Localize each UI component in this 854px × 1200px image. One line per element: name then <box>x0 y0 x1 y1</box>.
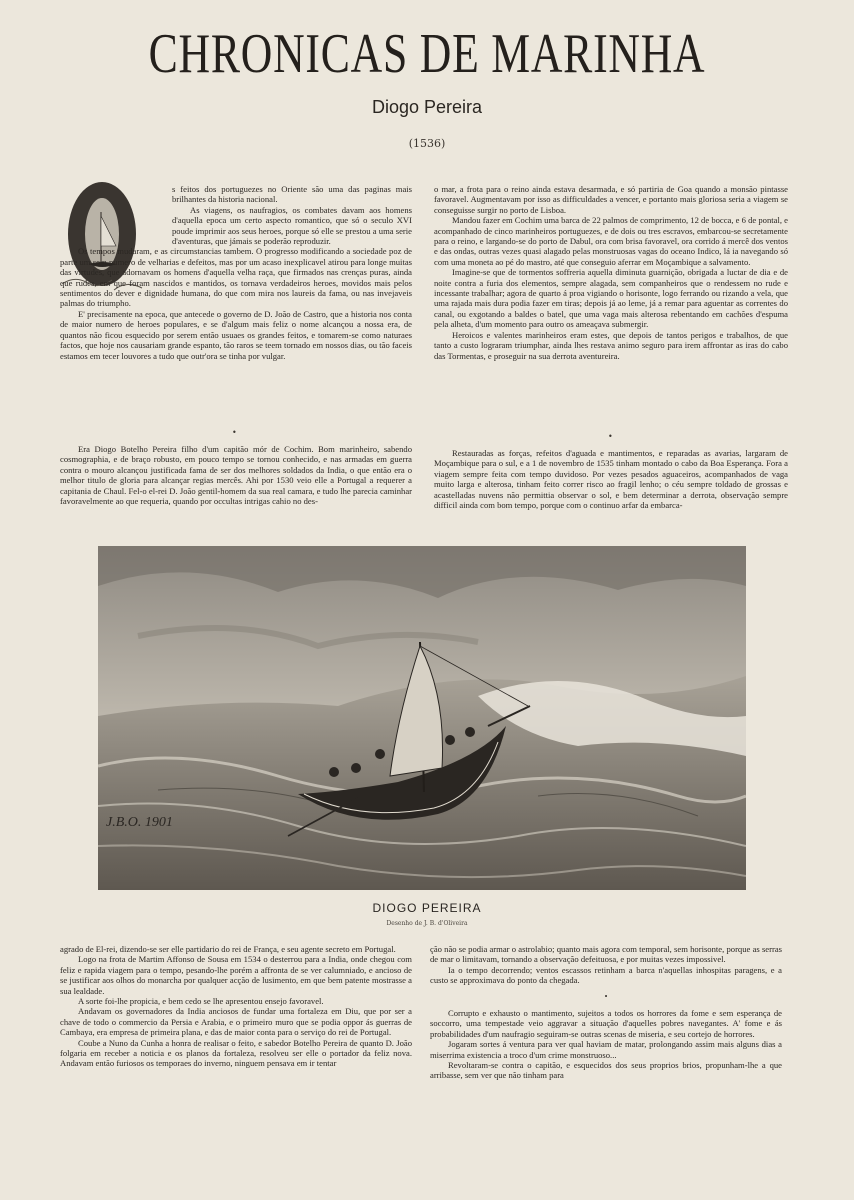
paragraph: Heroicos e valentes marinheiros eram estes, que depois de tantos perigos e trabalhos, de que tanto a custo lograram triumphar, ainda lhes restava animo seguro para irem affrontar as iras do cabo das Tormentas, e proseguir na sua derrota aventureira. <box>434 329 788 361</box>
page-title: CHRONICAS DE MARINHA <box>148 23 706 85</box>
paragraph: Coube a Nuno da Cunha a honra de realisar o feito, e sabedor Botelho Pereira de quanto D. João folgaria em receber a noticia e os planos da fortaleza, resolveu ser elle o portador da feliz nova. Andavam então furiosos os temporaes do inverno, ninguem pensava em ir tentar <box>60 1037 412 1069</box>
article-column-bottom-left <box>60 944 412 1069</box>
paragraph: As viagens, os naufragios, os combates davam aos homens d'aquella epoca um certo aspecto romantico, que só o seculo XVI poude imprimir aos seus heroes, porque só elle se prestou a uma serie d'aventuras, que jámais se poderão reproduzir. <box>172 204 412 247</box>
dropcap-letter: O <box>140 242 141 243</box>
author-name: Diogo Pereira <box>371 97 483 117</box>
paragraph: Ia o tempo decorrendo; ventos escassos retinham a barca n'aquellas inhospitas paragens, e a custo se approximava do ponto da chegada. <box>430 964 782 986</box>
section-divider-star: • <box>604 991 608 1001</box>
article-year: (1536) <box>408 137 446 150</box>
paragraph: s feitos dos portuguezes no Oriente são uma das paginas mais brilhantes da historia nacional. <box>172 184 412 205</box>
paragraph: Revoltaram-se contra o capitão, e esquecidos dos seus proprios brios, propunham-lhe a que arribasse, sem ver que não tinham para <box>430 1060 782 1081</box>
paragraph: Restauradas as forças, refeitos d'aguada e mantimentos, e reparadas as avarias, largaram de Moçambique para o sul, e a 1 de novembro de 1535 tinham montado o cabo da Boa Esperança. Fora a viagem sempre feita com tempo duvidoso. Por vezes pesados aguaceiros, acompanhados de vaga muito larga e alterosa, tinham feito correr risco ao fragil lenho; o céu sempre toldado de grossas e acastelladas nuvens não permittia observar o sol, e bem determinar a derrota, observação sempre difficil ainda com bom tempo, porque com o continuo arfar da embarca- <box>434 448 788 511</box>
paragraph: Corrupto e exhausto o mantimento, sujeitos a todos os horrores da fome e sem esperança de soccorro, uma tempestade veio aggravar a situação d'aquelles pobres navegantes. A' fome e ás probabilidades d'um naufragio seguiram-se outras scenas de miseria, e seu cortejo de horrores. <box>430 1008 782 1039</box>
paragraph: Logo na frota de Martim Affonso de Sousa em 1534 o desterrou para a India, onde chegou com feliz e rapida viagem para o tempo, pesando-lhe porém a affronta de se ver calumniado, e ancioso de se justificar aos olhos do monarcha por qualquer acção de lusimento, em que bem patente mostrasse a sua lealdade. <box>60 954 412 996</box>
illustration-caption: DIOGO PEREIRA <box>372 901 482 915</box>
article-column-top-left <box>60 184 412 361</box>
paragraph: Era Diogo Botelho Pereira filho d'um capitão mór de Cochim. Bom marinheiro, sabendo cosmographia, e de braço robusto, em pouco tempo se tornou conhecido, e nas armadas em guerra contra o mouro alcançou justificada fama de ser dos melhores soldados da India, o que então era o melhor titulo de gloria para alcançar regias mercês. Ahi por 1530 veio elle a Portugal a requerer a capitania de Chaul. Fel-o el-rei D. João gentil-homem da sua real camara, e tudo lhe parecia caminhar favoravelmente ao que requeria, quando por occultas intrigas cahio no des- <box>60 444 412 507</box>
paragraph: Andavam os governadores da India anciosos de fundar uma fortaleza em Diu, que por ser a chave de todo o commercio da Persia e Arabia, e o primeiro muro que se podia oppor ás guerras de Cambaya, era empresa de primeira plana, e das de maior conta para o serviço do rei de Portugal. <box>60 1006 412 1038</box>
illustration-credit: Desenho de J. B. d'Oliveira <box>386 920 468 927</box>
article-column-bottom-right <box>430 944 782 1081</box>
section-divider-star: • <box>608 432 613 441</box>
paragraph: ção não se podia armar o astrolabio; quanto mais agora com temporal, sem horisonte, porque as serras de mar o limitavam, tornando a observação defeituosa, e por muitas vezes impossivel. <box>430 944 782 965</box>
paragraph: Imagine-se que de tormentos soffreria aquella diminuta guarnição, obrigada a luctar de dia e de noite contra a furia dos elementos, sempre alagada, sem companheiros que o rendessem no rude e incessante trabalhar; agora de quarto á proa vigiando o horisonte, logo ferrando ou rizando a vela, que uma rajada mais dura podia fazer em tiras; depois já ao leme, já a remar para aguentar as correntes do canal, ou exgotando a baldes o batel, que uma vaga mais alterosa rebentando em cachões d'espuma pela alheta, d'um momento para outro os ameaçava submergir. <box>434 267 788 330</box>
section-divider-star: • <box>232 428 237 437</box>
paragraph: Jogaram sortes á ventura para ver qual haviam de matar, prolongando assim mais alguns dias a miserrima existencia a troco d'um crime monstruoso... <box>430 1039 782 1060</box>
paragraph: Mandou fazer em Cochim uma barca de 22 palmos de comprimento, 12 de bocca, e 6 de pontal, e acompanhado de cinco marinheiros portuguezes, e de dois ou tres escravos, embarcou-se secretamente para o reino, e largando-se do porto de Dabul, ora com brisa favoravel, ora corrido á mercê dos ventos e das ondas, outras vezes quasi alagado pelas monstruosas vagas do oceano Indico, lá ia navegando só com uma moneta ao pé do mastro, até que conseguio aferrar em Moçambique a salvamento. <box>434 215 788 267</box>
paragraph: agrado de El-rei, dizendo-se ser elle partidario do rei de França, e seu agente secreto em Portugal. <box>60 944 396 954</box>
boat-illustration <box>98 546 746 890</box>
article-column-mid-left <box>60 444 412 506</box>
paragraph: Os tempos mudaram, e as circumstancias tambem. O progresso modificando a sociedade poz de parte um sem numero de velharias e defeitos, mas por um acaso inexplicavel atirou para longe muitas das virtudes, que adornavam os homens d'aquella velha raça, que firmados nas crenças puras, ainda que rudes, em que foram nascidos e mantidos, os tornava verdadeiros heroes, movidos mais pelos sentimentos do dever e dignidade humana, do que com mira nos laureis da fama, ou nas invejaveis palmas do triumpho. <box>60 246 412 309</box>
paragraph: o mar, a frota para o reino ainda estava desarmada, e só partiria de Goa quando a monsão pintasse favoravel. Augmentavam por isso as difficuldades a vencer, e portanto mais gloriosa seria a viagem se conseguisse surgir no porto de Lisboa. <box>434 184 788 215</box>
paragraph: A sorte foi-lhe propicia, e bem cedo se lhe apresentou ensejo favoravel. <box>78 996 324 1007</box>
paragraph: E' precisamente na epoca, que antecede o governo de D. João de Castro, que a historia nos conta de maior numero de heroes populares, e se d'algum mais feliz o nome alcançou a nossa era, de quantos não ficou esquecido por serem então usuaes os grandes feitos, e tomarem-se como naturaes factos, que hoje nos causariam grande espanto, tão raros se teem tornado em nossos dias, ou tão faceis estamos em tecer louvores a tudo que outr'ora se tinha por vulgar. <box>60 308 412 361</box>
illustration-signature: J.B.O. 1901 <box>106 815 173 830</box>
article-column-mid-right <box>434 448 788 510</box>
article-column-top-right <box>434 184 788 361</box>
